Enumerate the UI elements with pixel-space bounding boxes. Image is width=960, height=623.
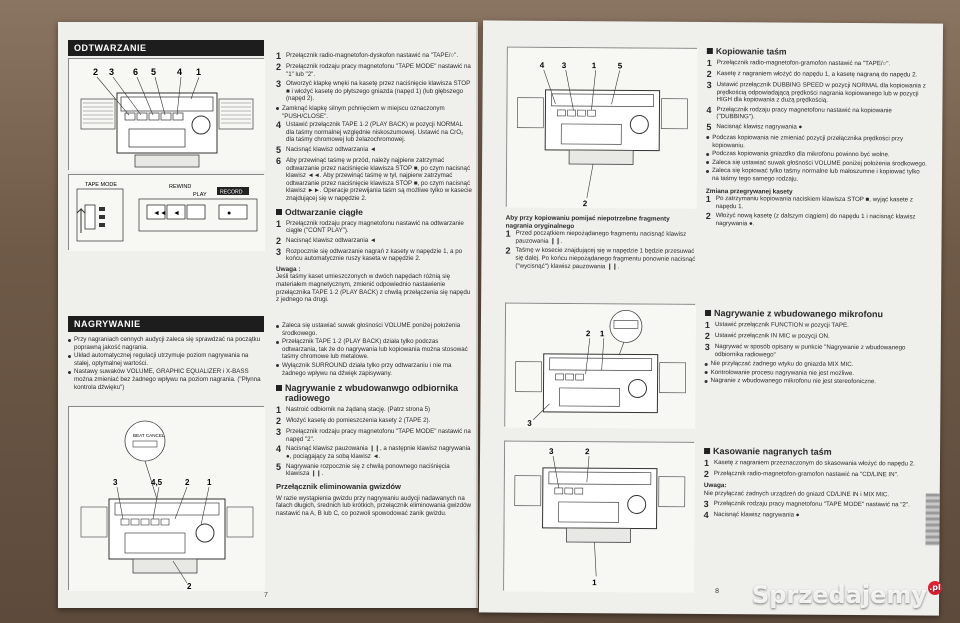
noise-filter-text: W razie wystąpienia gwizdu przy nagrywaniu audycji nadawanych na falach długich, średnich lub krótkich, przełącznik eliminowania gwizdów nastawić na A, B lub C, co pozwoli spowodować zanik gwizdu. [276,494,471,517]
bullet-text: Zaleca się kopiować tylko taśmy normalne lub małoszumne i kopiować tylko na taśmy tego samego rodzaju. [711,167,920,183]
subheading-erasing [704,446,922,458]
callout-label: 2 [187,582,192,591]
bullet-item [68,368,264,391]
bullet-text: Przełącznik TAPE 1·2 (PLAY BACK) działa tylko podczas odtwarzania, tak że do nagrywania lub kopiowania można stosować taśmy chromowe lub metalowe. [282,338,468,361]
bullet-icon [276,341,279,344]
step-text: Nagrywać w sposób opisany w punkcie "Nagrywanie z wbudowanego odbiornika radiowego" [714,343,906,359]
step-number: 1 [276,51,282,61]
callout-label: 2 [585,447,590,457]
step-item [276,417,472,426]
step-number: 2 [276,235,282,246]
bullet-item [276,105,472,120]
bullet-item [705,360,927,369]
step-text: Nacisnąć klawisz nagrywania ● [713,511,800,519]
bullet-text: Zaleca się ustawiać suwak głośności VOLUME poniżej położenia środkowego. [282,322,461,337]
step-item [506,230,696,247]
subheading-text: Nagrywanie z wbudowanego mikrofonu [713,308,884,320]
bullet-icon [276,325,279,328]
square-icon [705,310,711,316]
step-number: 1 [505,228,511,239]
skip-fragments-title: Aby przy kopiowaniu pomijać niepotrzebne fragmenty nagrania oryginalnego [505,214,670,230]
rewind-label: REWIND [169,184,192,190]
erasing-instructions [704,442,923,524]
recording-notes-left [68,336,264,392]
note-text: Jeśli taśmy kaset umieszczonych w dwóch napędach różnią się materiałem magnetycznym, zmienić odpowiednio nastawienie przełącznika TAPE 1·2 (PLAY BACK) z chwilą przełączenia się napędu z jednego na drugi. [276,273,471,304]
bullet-icon [705,371,708,374]
step-text: Kasetę z nagraniem przeznaczonym do skasowania włożyć do napędu 2. [713,459,915,468]
step-item [704,470,922,481]
bullet-text: Nastawy suwaków VOLUME, GRAPHIC EQUALIZER i X-BASS można zmieniać bez żadnego wpływu na poziom nagrania. ("Płynna kontrola dźwięku") [74,368,261,391]
step-number: 4 [706,104,712,115]
step-text: Nastroić odbiornik na żądaną stację. (Patrz strona 5) [286,406,431,414]
step-item [276,63,472,78]
recording-notes-right [276,322,472,518]
callout-label: 1 [591,61,597,71]
edge-index-tab [925,494,939,546]
step-number: 2 [704,330,710,341]
bullet-item [705,369,927,378]
bullet-item [276,362,472,377]
figure-tape-mode [68,174,264,250]
step-item [276,406,472,415]
step-text: Nacisnąć klawisz odtwarzania ◄ [286,145,377,153]
step-text: Ustawić przełącznik FUNCTION w pozycji TAPE. [714,321,849,329]
step-item [705,332,927,343]
step-number: 3 [276,246,282,257]
callout-label: 1 [592,578,597,588]
bullet-item [706,150,928,159]
step-number: 3 [703,499,709,510]
recording-illustration [69,407,265,591]
step-number: 2 [703,468,709,479]
figure-erasing [503,441,694,592]
step-number: 5 [276,144,282,155]
step-text: Przełącznik rodzaju pracy magnetofonu "TAPE MODE" nastawić na "2". [713,500,910,509]
callout-label: 4,5 [151,478,163,487]
bullet-icon [68,355,71,358]
step-number: 5 [706,121,712,132]
copying-illustration [507,48,698,209]
bullet-icon [276,364,279,367]
square-icon [276,209,282,215]
subheading-text: Przełącznik eliminowania gwizdów [276,481,401,491]
rewind-icon: ◄◄ [153,210,167,217]
step-text: Ustawić przełącznik DUBBING SPEED w pozycji NORMAL dla kopiowania z prędkością odpowiadającą prędkości nagrania kopiowanego lub w pozycji HIGH dla kopiowania z dużą prędkością. [716,81,926,104]
bullet-item [706,167,928,184]
page-number: 8 [715,588,720,596]
subheading-text: Kopiowanie taśm [715,46,787,57]
bullet-text: Podczas kopiowania nie zmieniać pozycji przełącznika prędkości przy kopiowaniu. [712,133,904,149]
watermark-text: Sprzedajemy [751,581,927,609]
step-item [704,511,922,522]
step-item [704,459,922,470]
step-item [707,59,929,70]
bullet-icon [705,363,708,366]
bullet-text: Układ automatycznej regulacji utrzymuje poziom nagrywania na stałej, optymalnej wartości. [74,352,249,367]
step-item [705,343,927,360]
step-text: Przełącznik rodzaju pracy magnetofonu "TAPE MODE" nastawić na napęd "2". [286,428,471,443]
step-item [704,500,922,511]
step-item [276,428,472,443]
step-number: 2 [505,245,511,256]
bullet-text: Wyłącznik SURROUND działa tylko przy odtwarzaniu i nie ma żadnego wpływu na dźwięk zapisywany. [282,361,452,377]
record-label: RECORD [220,189,243,196]
page-number: 7 [264,592,268,599]
step-item [706,123,928,134]
step-item [276,237,472,246]
bullet-item [706,134,928,151]
step-number: 3 [276,427,282,438]
bullet-item [68,352,264,367]
bullet-text: Zamknąć klapkę silnym pchnięciem w miejscu oznaczonym "PUSH/CLOSE". [282,104,445,120]
record-icon: ● [227,210,232,217]
bullet-text: Podczas kopiowania gniazdko dla mikrofonu powinno być wolne. [712,150,890,159]
callout-label: 4 [539,60,545,70]
step-text: Po zatrzymaniu kopiowania naciskiem klawisza STOP ■, wyjąć kasete z napędu 1. [715,195,913,210]
tape-mode-label: TAPE MODE [85,182,117,188]
step-text: Otworzyć klapkę wnęki na kasetę przez naciśnięcie klawisza STOP ■ i włożyć kasetę do płytszego gniazda (napęd 1) (lub głębszego (napęd 2). [286,80,471,103]
step-number: 3 [276,79,282,90]
step-item [276,146,472,155]
step-text: Aby przewinąć taśmę w przód, należy najpierw zatrzymać odtwarzanie przez naciśnięcie klawisza STOP ■, po czym nacisnąć klawisz ◄◄. Aby przewinąć taśmę w tył, najpierw zatrzymać odtwarzanie przez naciśnięcie klawisza STOP ■, po czym nacisnąć klawisz ►►. Operacje przewijania taśm są możliwe tylko w kasecie znajdującej się w napędzie 2. [286,156,472,202]
step-item [706,195,928,212]
section-title-playback: ODTWARZANIE [68,40,264,56]
step-text: Przełącznik rodzaju pracy magnetofonu nastawić na kopiowanie ("DUBBING"). [716,105,892,121]
subheading-noise-filter [276,482,472,492]
step-number: 2 [276,416,282,427]
step-item [276,220,472,235]
figure-mic-recording [504,303,695,428]
bullet-icon [706,136,709,139]
callout-label: 6 [133,67,139,77]
step-text: Przełącznik rodzaju pracy magnetofonu "TAPE MODE" nastawić na "1" lub "2". [286,63,471,78]
figure-copying [506,47,697,208]
step-number: 4 [276,120,282,131]
step-text: Przed początkiem niepożądanego fragmentu nacisnąć klawisz pauzowania ❙❙. [515,229,687,245]
step-number: 1 [703,457,710,468]
step-number: 2 [276,62,282,72]
callout-label: 3 [109,67,115,77]
mic-recording-instructions [705,304,928,388]
callout-label: 1 [207,478,212,487]
mic-illustration [505,304,696,429]
step-item [276,157,472,203]
subheading-mic-recording [705,308,927,320]
step-text: Nagrywanie rozpocznie się z chwilą ponownego naciśnięcia klawisza ❙❙. [286,462,450,478]
bullet-icon [68,339,71,342]
bullet-item [276,338,472,361]
subheading-continuous [276,207,472,217]
step-text: Włożyć kasetę do pomieszczenia kasety 2 (TAPE 2). [286,417,431,425]
subheading-text: Nagrywanie z wbudowanwgo odbiornika radiowego [285,383,459,404]
step-number: 1 [276,218,282,229]
callout-label: 2 [185,478,190,487]
right-page [479,20,943,615]
bullet-icon [276,107,279,110]
step-item [276,80,472,103]
subheading-text: Odtwarzanie ciągłe [285,206,363,217]
step-item [276,121,472,144]
step-text: Ustawić przełącznik IN MIC w pozycji ON. [714,332,830,340]
step-text: Przełącznik radio-magnetofon-gramofon nastawić na "CD/LINE IN". [713,470,899,479]
figure-playback-deck [68,58,264,170]
step-number: 4 [276,444,282,455]
step-number: 2 [705,211,711,222]
step-item [276,248,472,263]
callout-label: 1 [196,67,202,77]
playback-instructions [276,52,472,304]
step-number: 3 [704,341,710,352]
left-page [58,22,478,608]
step-number: 6 [276,155,282,166]
bullet-text: Zaleca się ustawiać suwak głośności VOLUME poniżej położenia środkowego. [712,158,928,168]
play-icon: ◄ [173,210,180,217]
step-number: 4 [703,510,709,521]
tape-mode-illustration [69,175,265,251]
step-number: 1 [706,57,712,68]
bullet-text: Nagranie z wbudowanego mikrofonu nie jest stereofoniczne. [710,377,877,386]
bullet-item [705,377,927,386]
play-label: PLAY [193,192,207,198]
bullet-text: Przy nagraniach cennych audycji zaleca się sprawdzać na początku poprawną jakość nagrania. [74,336,261,351]
callout-label: 5 [617,61,623,71]
step-item [276,463,472,478]
bullet-icon [706,161,709,164]
step-text: Nacisnąć klawisz odtwarzania ◄ [286,236,377,244]
step-number: 1 [705,194,711,205]
square-icon [707,48,713,54]
subheading-copying [707,46,929,58]
step-number: 5 [276,461,282,472]
bullet-text: Nie przyłączać żadnego wtyku do gniazda MIX MIC. [710,360,854,369]
square-icon [276,385,282,391]
section-title-recording: NAGRYWANIE [68,316,264,332]
step-item [706,106,928,123]
erase-note-title: Uwaga: [703,481,727,490]
step-item [276,52,472,61]
step-item [705,321,927,332]
bullet-item [276,322,472,337]
step-text: Włożyć nową kasetę (z dalszym ciągiem) do napędu 1 i nacisnąć klawisz nagrywania ●. [715,212,916,228]
deck-illustration [69,59,265,171]
callout-label: 3 [549,446,554,456]
step-item [505,247,695,271]
step-text: Przełącznik radio-magnetofon-gramofon nastawić na "TAPE/○". [716,59,891,68]
step-number: 3 [706,79,712,90]
step-item [706,81,928,105]
note-title: Uwaga : [276,265,301,273]
bullet-icon [68,371,71,374]
step-text: Nacisnąć klawisz nagrywania ● [716,123,803,131]
callout-label: 1 [599,329,605,339]
step-item [706,212,928,229]
figure-radio-recording [68,406,264,590]
callout-label: 2 [585,329,591,339]
callout-label: 3 [113,478,118,487]
skip-fragments-instructions [505,215,695,273]
step-text: Przełącznik rodzaju pracy magnetofonu nastawić na odtwarzanie ciągłe ("CONT PLAY"). [286,219,464,235]
erasing-illustration [504,442,695,593]
subheading-text: Kasowanie nagranych taśm [713,446,832,457]
beat-cancel-label: BEAT CANCEL [133,433,165,438]
step-text: Taśmę w kosecie znajdującej się w napędzie 1 będzie przesuwać się dalej. Po końcu niepożądanego fragmentu ponownie nacisnąć ("wycisnąć") klawisz pauzowania ❙❙. [515,247,696,270]
callout-label: 2 [93,67,99,77]
watermark-suffix: .pl [928,581,942,595]
step-item [707,70,929,81]
callout-label: 3 [561,60,567,70]
bullet-item [706,159,928,168]
erase-note-text: Nie przyłączać żadnych urządzeń do gniazd CD/LINE IN i MIX MIC. [703,489,890,498]
step-number: 1 [704,319,711,330]
bullet-icon [706,170,709,173]
callout-label: 4 [177,67,183,77]
step-text: Przełącznik radio-magnetofon-dyskofon nastawić na "TAPE/○". [286,52,459,59]
step-text: Nacisnąć klawisz pauzowania ❙❙, a następnie klawisz nagrywania ●, pociągający za sobą klawisz ◄. [286,445,471,460]
copying-instructions [706,42,929,231]
watermark-logo [752,581,942,609]
step-number: 2 [706,68,712,79]
square-icon [704,448,710,454]
callout-label: 3 [527,418,532,428]
callout-label: 5 [151,67,157,77]
step-text: Ustawić przełącznik TAPE 1·2 (PLAY BACK) w pozycji NORMAL dla taśmy normalnej względnie niskoszumowej. Ustawić na CrO₂ dla taśmy chromowej lub żelazochromowej. [286,121,464,144]
subheading-radio-recording [276,383,472,403]
bullet-text: Kontrolowanie procesu nagrywania nie jest możliwe. [710,368,855,377]
bullet-icon [706,153,709,156]
step-text: Kasetę z nagraniem włożyć do napędu 1, a kasetę nagraną do napędu 2. [716,70,918,79]
bullet-icon [705,380,708,383]
step-text: Rozpocznie się odtwarzanie nagrań z kasety w napędzie 1, a po końcu automatycznie ruszy kaseta w napędzie 2. [286,247,463,263]
step-item [276,445,472,460]
bullet-item [68,336,264,351]
callout-label: 2 [582,199,588,209]
step-number: 1 [276,405,282,416]
change-cassette-title: Zmiana przegrywanej kasety [705,187,793,196]
